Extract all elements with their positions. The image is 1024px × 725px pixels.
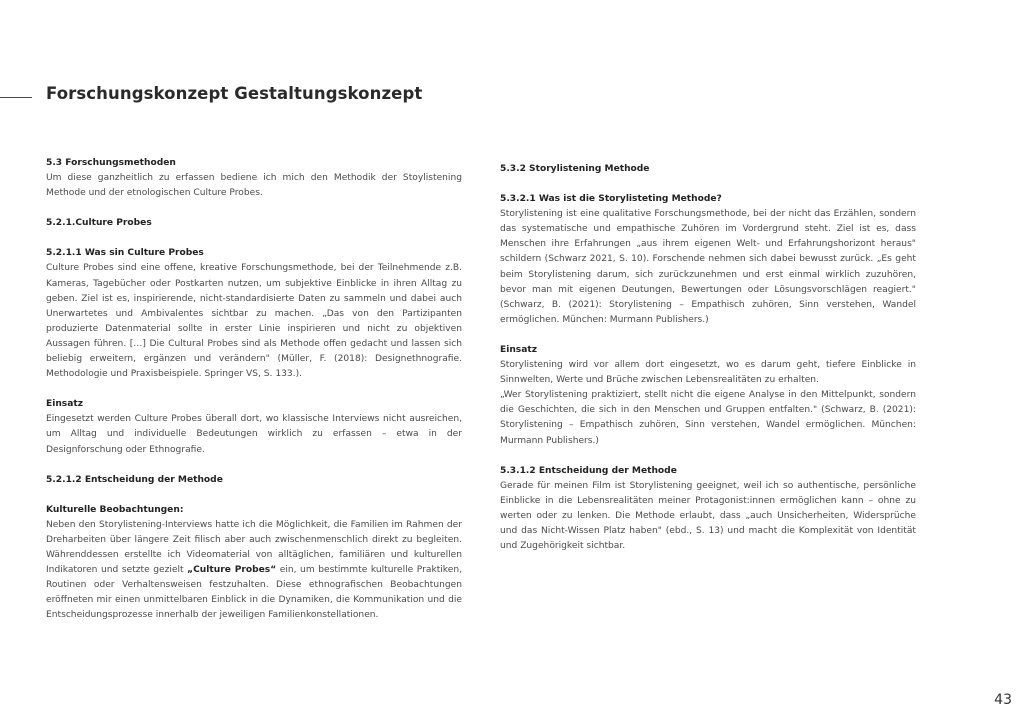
einsatz-text-right-2: „Wer Storylistening praktiziert, stellt nicht die eigene Analyse in den Mittelpunkt, sondern die Geschichten, die sich in den Menschen und Gruppen entfalten." (Schwarz, B. (2021): Storylistening – Empathisch zuhören, Sinn verstehen, Wandel ermöglichen. München: Murmann Publishers.) bbox=[500, 390, 916, 446]
section-text-5-3-1-2: Gerade für meinen Film ist Storylistening geeignet, weil ich so authentische, persönliche Einblicke in die Lebensrealitäten meiner Protagonist:innen ermöglichen kann – ohne zu werten oder zu lenken. Die Methode erlaubt, dass „auch Unsicherheiten, Widersprüche und das Nicht-Wissen Platz haben" (ebd., S. 13) und macht die Komplexität von Identität und Zugehörigkeit sichtbar. bbox=[500, 480, 916, 552]
culture-probes-emphasis: „Culture Probes“ bbox=[187, 565, 277, 576]
section-text-5-3-2-1: Storylistening ist eine qualitative Forschungsmethode, bei der nicht das Erzählen, sondern das systematische und empathische Zuhören im Vordergrund steht. Ziel ist es, dass Menschen ihre Erfahrungen „aus ihrem eigenen Welt- und Erfahrungshorizont heraus" schildern (Schwarz 2021, S. 10). Forschende nehmen sich dabei bewusst zurück. „Es geht beim Storylistening darum, sich zurückzunehmen und erst einmal wirklich zuzuhören, bevor man mit eigenen Deutungen, Bewertungen oder Lösungsvorschlägen reagiert." (Schwarz, B. (2021): Storylistening – Empathisch zuhören, Sinn verstehen, Wandel ermöglichen. München: Murmann Publishers.) bbox=[500, 209, 916, 325]
left-column bbox=[46, 156, 462, 623]
section-text-5-2-1-1: Culture Probes sind eine offene, kreative Forschungsmethode, bei der Teilnehmende z.B. Kameras, Tagebücher oder Postkarten nutzen, um subjektive Einblicke in ihren Alltag zu geben. Ziel ist es, inspirierende, nicht-standardisierte Daten zu sammeln und dabei auch Unerwartetes und Ambivalentes sichtbar zu machen. „Das von den Partizipanten produzierte Datenmaterial sollte in erster Linie inspirieren und nicht zu objektiven Aussagen führen. […] Die Cultural Probes sind als Methode offen gedacht und lassen sich beliebig erweitern, ergänzen und verändern" (Müller, F. (2018): Designethnografie. Methodologie und Praxisbeispiele. Springer VS, S. 133.). bbox=[46, 263, 462, 380]
einsatz-heading-left: Einsatz bbox=[46, 399, 83, 410]
einsatz-text-right-1: Storylistening wird vor allem dort eingesetzt, wo es darum geht, tiefere Einblicke in Sinnwelten, Werte und Brüche zwischen Lebensrealitäten zu erhalten. bbox=[500, 360, 916, 386]
section-text-5-3: Um diese ganzheitlich zu erfassen bediene ich mich den Methodik der Stoylistening Methode und der etnologischen Culture Probes. bbox=[46, 173, 462, 199]
kulturelle-beobachtungen-heading: Kulturelle Beobachtungen: bbox=[46, 504, 184, 515]
kult-text-part-2: ein, um bestimmte kulturelle Praktiken, Routinen oder Verhaltensweisen festzuhalten. Diese ethnografischen Beobachtungen eröffneten mir einen unmittelbaren Einblick in die Dynamiken, die Kommunikation und die Entscheidungsprozesse innerhalb der jeweiligen Familienkonstellationen. bbox=[46, 565, 462, 621]
title-rule bbox=[0, 97, 32, 98]
section-heading-5-3-2: 5.3.2 Storylistening Methode bbox=[500, 164, 650, 174]
section-heading-5-2-1-1: 5.2.1.1 Was sin Culture Probes bbox=[46, 248, 204, 259]
right-column bbox=[500, 162, 916, 554]
kult-text-part-1: Neben den Storylistening-Interviews hatte ich die Möglichkeit, die Familien im Rahmen der Dreharbeiten über längere Zeit filisch aber auch zwischenmenschlich direkt zu begleiten. Währenddessen erstellte ich Videomaterial von alltäglichen, familiären und kulturellen Indikatoren und setzte gezielt bbox=[46, 519, 462, 576]
section-heading-5-3-2-1: 5.3.2.1 Was ist die Storylisteting Methode? bbox=[500, 194, 722, 205]
section-heading-5-3: 5.3 Forschungsmethoden bbox=[46, 158, 176, 168]
page-number: 43 bbox=[994, 692, 1012, 708]
section-heading-5-2-1-2: 5.2.1.2 Entscheidung der Methode bbox=[46, 474, 223, 485]
section-heading-5-2-1: 5.2.1.Culture Probes bbox=[46, 218, 152, 229]
kulturelle-beobachtungen-text bbox=[46, 518, 462, 624]
page-title: Forschungskonzept Gestaltungskonzept bbox=[46, 84, 423, 103]
section-heading-5-3-1-2: 5.3.1.2 Entscheidung der Methode bbox=[500, 465, 677, 476]
einsatz-text-left: Eingesetzt werden Culture Probes überall dort, wo klassische Interviews nicht ausreichen, um Alltag und individuelle Bedeutungen wirklich zu erfassen – etwa in der Designforschung oder Ethnografie. bbox=[46, 414, 462, 455]
einsatz-heading-right: Einsatz bbox=[500, 344, 537, 355]
